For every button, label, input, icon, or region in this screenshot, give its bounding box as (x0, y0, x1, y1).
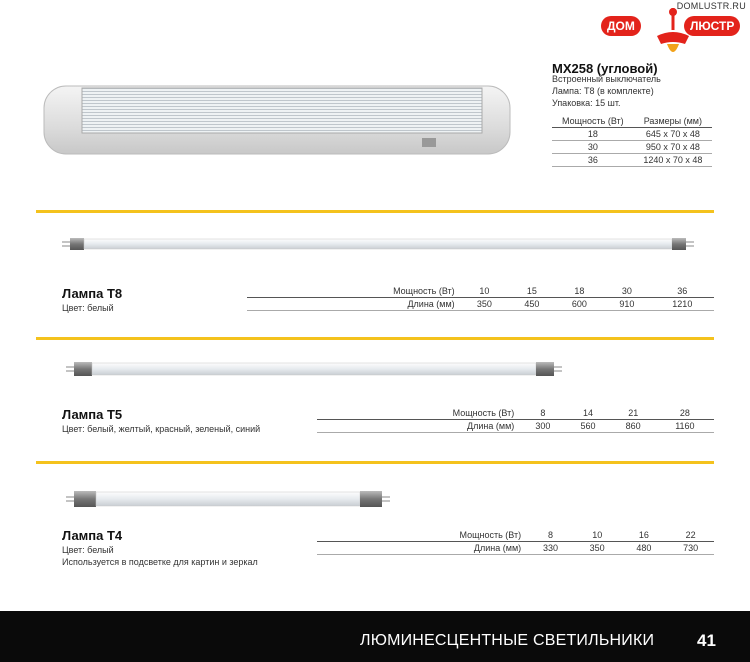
table-row (317, 420, 714, 433)
table-cell: 560 (565, 420, 610, 433)
table-row (552, 154, 712, 167)
table-cell: 860 (611, 420, 656, 433)
column-header: Размеры (мм) (634, 115, 712, 128)
product-line: Упаковка: 15 шт. (552, 98, 621, 108)
lamp-title: Лампа Т5 (62, 407, 123, 422)
table-cell: 645 x 70 x 48 (634, 128, 712, 141)
table-cell: 1160 (656, 420, 714, 433)
product-title: MX258 (угловой) (552, 61, 658, 76)
row-label: Длина (мм) (317, 542, 527, 555)
table-cell: 480 (621, 542, 668, 555)
lamp-t5-spec-table (317, 407, 714, 433)
row-label: Мощность (Вт) (317, 407, 520, 420)
product-line: Встроенный выключатель (552, 74, 661, 84)
table-cell: 1210 (651, 298, 714, 311)
lamp-color: Цвет: белый, желтый, красный, зеленый, синий (62, 424, 261, 434)
lamp-color: Цвет: белый (62, 545, 114, 555)
table-row (317, 529, 714, 542)
section-divider (36, 337, 714, 340)
section-divider (36, 210, 714, 213)
table-cell: 18 (552, 128, 634, 141)
site-url: DOMLUSTR.RU (676, 1, 746, 11)
lamp-note: Используется в подсветке для картин и зеркал (62, 557, 258, 567)
lamp-color: Цвет: белый (62, 303, 114, 313)
table-cell: 8 (520, 407, 565, 420)
lamp-t4-spec-table (317, 529, 714, 555)
table-header-row (552, 115, 712, 128)
table-cell: 30 (603, 285, 650, 298)
table-row (247, 285, 714, 298)
table-cell: 10 (574, 529, 621, 542)
logo-word-right: ЛЮСТР (684, 16, 740, 36)
row-label: Мощность (Вт) (317, 529, 527, 542)
table-row (247, 298, 714, 311)
table-cell: 450 (508, 298, 555, 311)
lamp-t5-image (66, 360, 562, 378)
lamp-t4-image (66, 489, 390, 509)
table-cell: 8 (527, 529, 574, 542)
table-cell: 28 (656, 407, 714, 420)
table-cell: 21 (611, 407, 656, 420)
section-divider (36, 461, 714, 464)
product-line: Лампа: Т8 (в комплекте) (552, 86, 654, 96)
table-cell: 1240 x 70 x 48 (634, 154, 712, 167)
table-cell: 300 (520, 420, 565, 433)
table-cell: 350 (461, 298, 508, 311)
page-number: 41 (697, 631, 716, 650)
fixture-mx258-image (42, 80, 512, 160)
row-label: Длина (мм) (247, 298, 461, 311)
table-cell: 30 (552, 141, 634, 154)
table-cell: 36 (651, 285, 714, 298)
domlustr-logo (597, 0, 750, 70)
table-cell: 18 (556, 285, 603, 298)
table-row (317, 407, 714, 420)
table-cell: 14 (565, 407, 610, 420)
table-cell: 910 (603, 298, 650, 311)
table-cell: 730 (667, 542, 714, 555)
lamp-t8-spec-table (247, 285, 714, 311)
lamp-t8-image (62, 236, 694, 252)
lamp-title: Лампа Т8 (62, 286, 123, 301)
row-label: Мощность (Вт) (247, 285, 461, 298)
logo-word-left: ДОМ (601, 16, 641, 36)
table-row (552, 128, 712, 141)
product-spec-table (552, 115, 712, 167)
lamp-title: Лампа Т4 (62, 528, 123, 543)
footer-title: ЛЮМИНЕСЦЕНТНЫЕ СВЕТИЛЬНИКИ (360, 632, 655, 649)
table-row (317, 542, 714, 555)
column-header: Мощность (Вт) (552, 115, 634, 128)
table-cell: 950 x 70 x 48 (634, 141, 712, 154)
page-footer (0, 611, 750, 662)
table-cell: 600 (556, 298, 603, 311)
table-cell: 10 (461, 285, 508, 298)
row-label: Длина (мм) (317, 420, 520, 433)
table-cell: 22 (667, 529, 714, 542)
table-cell: 36 (552, 154, 634, 167)
table-cell: 350 (574, 542, 621, 555)
table-cell: 330 (527, 542, 574, 555)
table-cell: 16 (621, 529, 668, 542)
table-row (552, 141, 712, 154)
table-cell: 15 (508, 285, 555, 298)
